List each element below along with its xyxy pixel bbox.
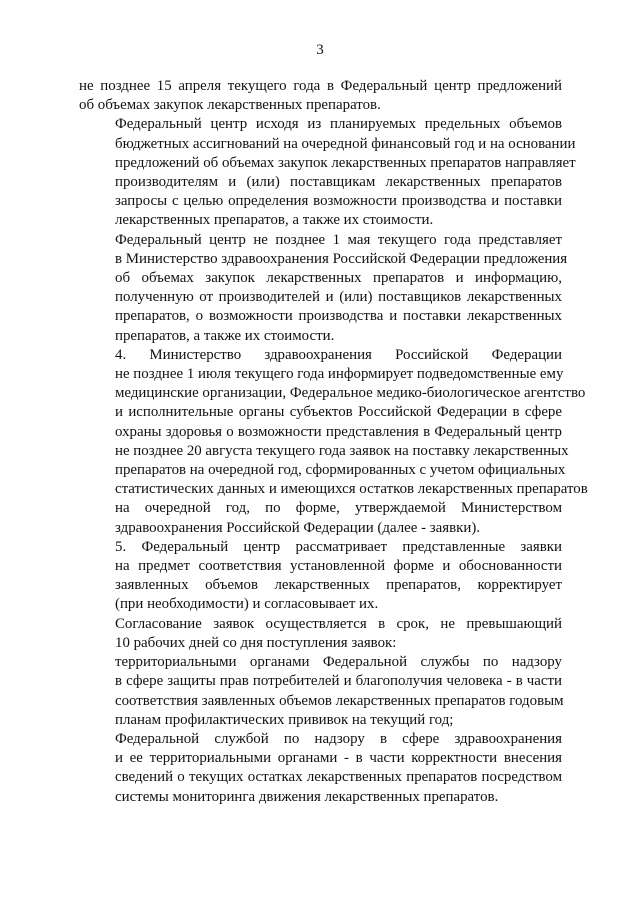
text-line: системы мониторинга движения лекарственных препаратов. xyxy=(115,788,499,805)
text-line: Федеральной службой по надзору в сфере здравоохранения xyxy=(115,730,562,747)
text-line: сведений о текущих остатках лекарственных препаратов посредством xyxy=(115,769,562,786)
text-line: в сфере защиты прав потребителей и благополучия человека - в части xyxy=(115,673,562,690)
text-line: об объемах закупок лекарственных препаратов. xyxy=(79,97,381,114)
text-line: полученную от производителей и (или) поставщиков лекарственных xyxy=(115,289,562,306)
paragraph xyxy=(79,346,588,538)
text-line: заявленных объемов лекарственных препаратов, корректирует xyxy=(115,577,562,594)
text-line: препаратов, о возможности производства и поставки лекарственных xyxy=(115,308,562,325)
text-line: на предмет соответствия установленной форме и обоснованности xyxy=(115,558,562,575)
text-line: предложений об объемах закупок лекарственных препаратов направляет xyxy=(115,154,576,171)
paragraph xyxy=(79,115,576,230)
text-line: об объемах закупок лекарственных препаратов и информацию, xyxy=(115,270,562,287)
paragraph xyxy=(79,231,568,346)
paragraph xyxy=(79,615,562,653)
text-line: препаратов, а также их стоимости. xyxy=(115,327,335,344)
text-line: лекарственных препаратов, а также их стоимости. xyxy=(115,212,434,229)
text-line: и исполнительные органы субъектов Российской Федерации в сфере xyxy=(115,404,562,421)
text-line: Федеральный центр не позднее 1 мая текущего года представляет xyxy=(115,231,562,248)
page-number: 3 xyxy=(316,42,324,58)
text-line: препаратов на очередной год, сформированных с учетом официальных xyxy=(115,462,566,479)
text-line: (при необходимости) и согласовывает их. xyxy=(115,596,379,613)
paragraph xyxy=(79,730,562,807)
document-body xyxy=(79,77,588,807)
text-line: 5. Федеральный центр рассматривает представленные заявки xyxy=(115,538,562,555)
text-line: Согласование заявок осуществляется в срок, не превышающий xyxy=(115,615,562,632)
text-line: не позднее 1 июля текущего года информирует подведомственные ему xyxy=(115,366,564,383)
text-line: Федеральный центр исходя из планируемых предельных объемов xyxy=(115,116,562,133)
text-line: производителям и (или) поставщикам лекарственных препаратов xyxy=(115,174,562,191)
text-line: 10 рабочих дней со дня поступления заявок: xyxy=(115,634,397,651)
text-line: на очередной год, по форме, утверждаемой Министерством xyxy=(115,500,562,517)
text-line: планам профилактических прививок на текущий год; xyxy=(115,711,454,728)
text-line: не позднее 15 апреля текущего года в Федеральный центр предложений xyxy=(79,78,562,94)
text-line: бюджетных ассигнований на очередной финансовый год и на основании xyxy=(115,135,576,152)
paragraph xyxy=(79,653,562,730)
text-line: здравоохранения Российской Федерации (далее - заявки). xyxy=(115,519,481,536)
text-line: 4. Министерство здравоохранения Российской Федерации xyxy=(115,346,562,363)
text-line: в Министерство здравоохранения Российской Федерации предложения xyxy=(115,250,568,267)
text-line: и ее территориальными органами - в части корректности внесения xyxy=(115,750,562,767)
text-line: не позднее 20 августа текущего года заявок на поставку лекарственных xyxy=(115,442,569,459)
text-line: статистических данных и имеющихся остатков лекарственных препаратов xyxy=(115,481,588,498)
text-line: медицинские организации, Федеральное медико-биологическое агентство xyxy=(115,385,586,402)
text-line: охраны здоровья о возможности представления в Федеральный центр xyxy=(115,423,562,440)
paragraph xyxy=(79,77,562,115)
text-line: соответствия заявленных объемов лекарственных препаратов годовым xyxy=(115,692,564,709)
text-line: территориальными органами Федеральной службы по надзору xyxy=(115,654,562,671)
paragraph xyxy=(79,538,562,615)
text-line: запросы с целью определения возможности производства и поставки xyxy=(115,193,562,210)
